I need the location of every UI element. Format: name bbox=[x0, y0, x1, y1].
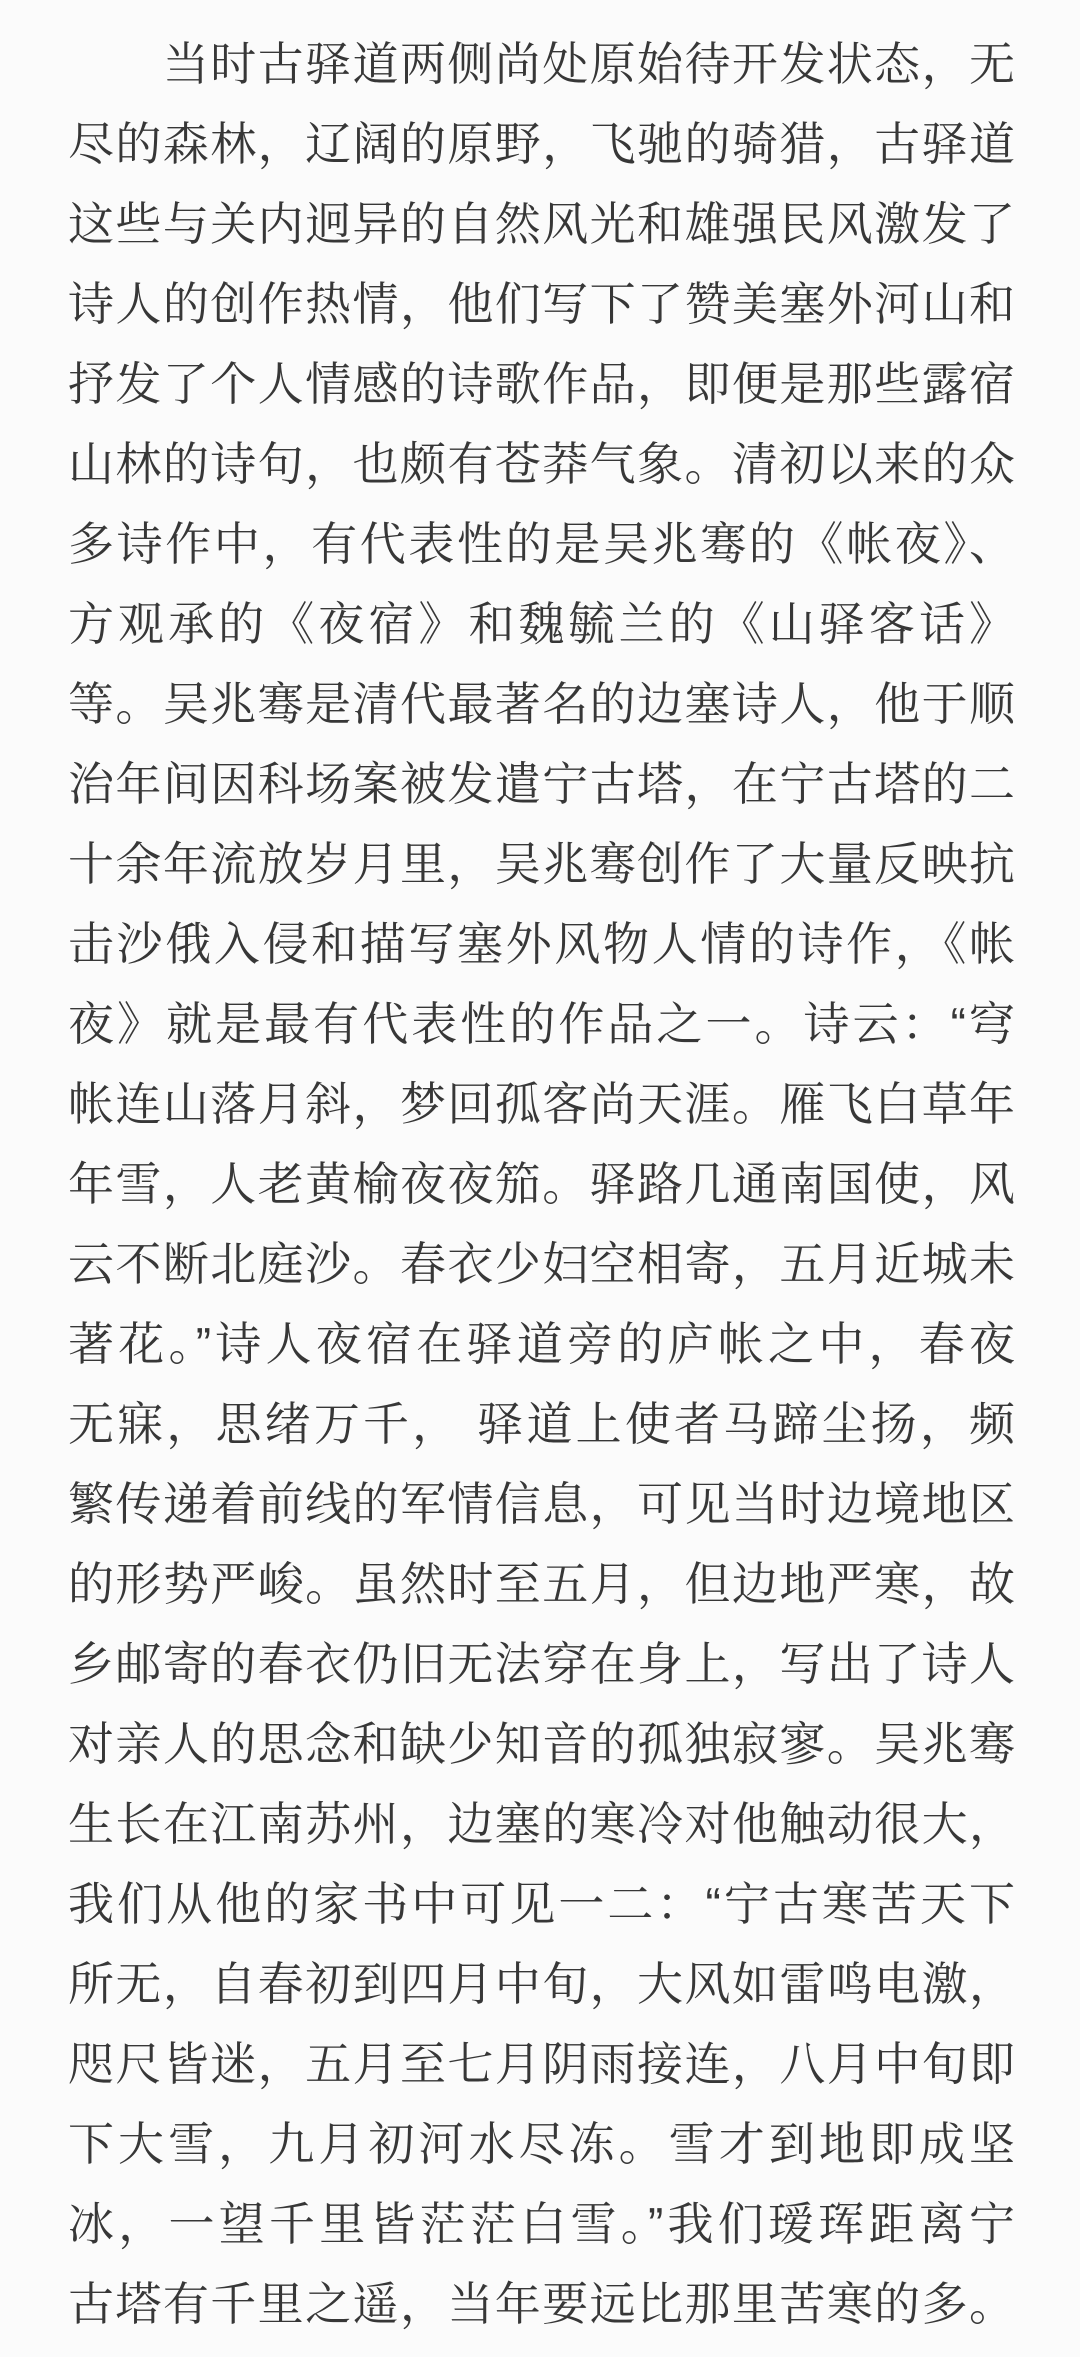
text-line: 诗人的创作热情，他们写下了赞美塞外河山和 bbox=[68, 278, 1015, 330]
text-line: 方观承的《夜宿》和魏毓兰的《山驿客话》 bbox=[68, 598, 1015, 650]
text-line: 击沙俄入侵和描写塞外风物人情的诗作，《帐 bbox=[68, 918, 1015, 970]
text-line: 咫尺皆迷，五月至七月阴雨接连，八月中旬即 bbox=[68, 2038, 1015, 2090]
text-line: 十余年流放岁月里，吴兆骞创作了大量反映抗 bbox=[68, 838, 1015, 890]
text-line: 当时古驿道两侧尚处原始待开发状态，无 bbox=[68, 38, 1015, 90]
text-line: 生长在江南苏州，边塞的寒冷对他触动很大， bbox=[68, 1798, 1015, 1850]
text-line: 下大雪，九月初河水尽冻。雪才到地即成坚 bbox=[68, 2118, 1015, 2170]
text-line: 我们从他的家书中可见一二：“宁古寒苦天下 bbox=[68, 1878, 1015, 1930]
text-line: 对亲人的思念和缺少知音的孤独寂寥。吴兆骞 bbox=[68, 1718, 1015, 1770]
text-line: 治年间因科场案被发遣宁古塔，在宁古塔的二 bbox=[68, 758, 1015, 810]
text-line: 古塔有千里之遥，当年要远比那里苦寒的多。 bbox=[68, 2278, 1015, 2330]
text-line: 著花。”诗人夜宿在驿道旁的庐帐之中，春夜 bbox=[68, 1318, 1015, 1370]
text-line: 云不断北庭沙。春衣少妇空相寄，五月近城未 bbox=[68, 1238, 1015, 1290]
text-line: 多诗作中，有代表性的是吴兆骞的《帐夜》、 bbox=[68, 518, 1015, 570]
text-line: 繁传递着前线的军情信息，可见当时边境地区 bbox=[68, 1478, 1015, 1530]
text-line: 这些与关内迥异的自然风光和雄强民风激发了 bbox=[68, 198, 1015, 250]
text-line: 年雪，人老黄榆夜夜笳。驿路几通南国使，风 bbox=[68, 1158, 1015, 1210]
text-line: 乡邮寄的春衣仍旧无法穿在身上，写出了诗人 bbox=[68, 1638, 1015, 1690]
text-line: 的形势严峻。虽然时至五月，但边地严寒，故 bbox=[68, 1558, 1015, 1610]
text-line: 冰，一望千里皆茫茫白雪。”我们瑷珲距离宁 bbox=[68, 2198, 1015, 2250]
text-line: 所无，自春初到四月中旬，大风如雷鸣电激， bbox=[68, 1958, 1015, 2010]
text-line: 尽的森林，辽阔的原野，飞驰的骑猎，古驿道 bbox=[68, 118, 1015, 170]
text-line: 夜》就是最有代表性的作品之一。诗云：“穹 bbox=[68, 998, 1015, 1050]
text-line: 无寐，思绪万千， 驿道上使者马蹄尘扬，频 bbox=[68, 1398, 1015, 1450]
text-line: 山林的诗句，也颇有苍莽气象。清初以来的众 bbox=[68, 438, 1015, 490]
text-line: 等。吴兆骞是清代最著名的边塞诗人，他于顺 bbox=[68, 678, 1015, 730]
text-line: 抒发了个人情感的诗歌作品，即便是那些露宿 bbox=[68, 358, 1015, 410]
text-line: 帐连山落月斜，梦回孤客尚天涯。雁飞白草年 bbox=[68, 1078, 1015, 1130]
